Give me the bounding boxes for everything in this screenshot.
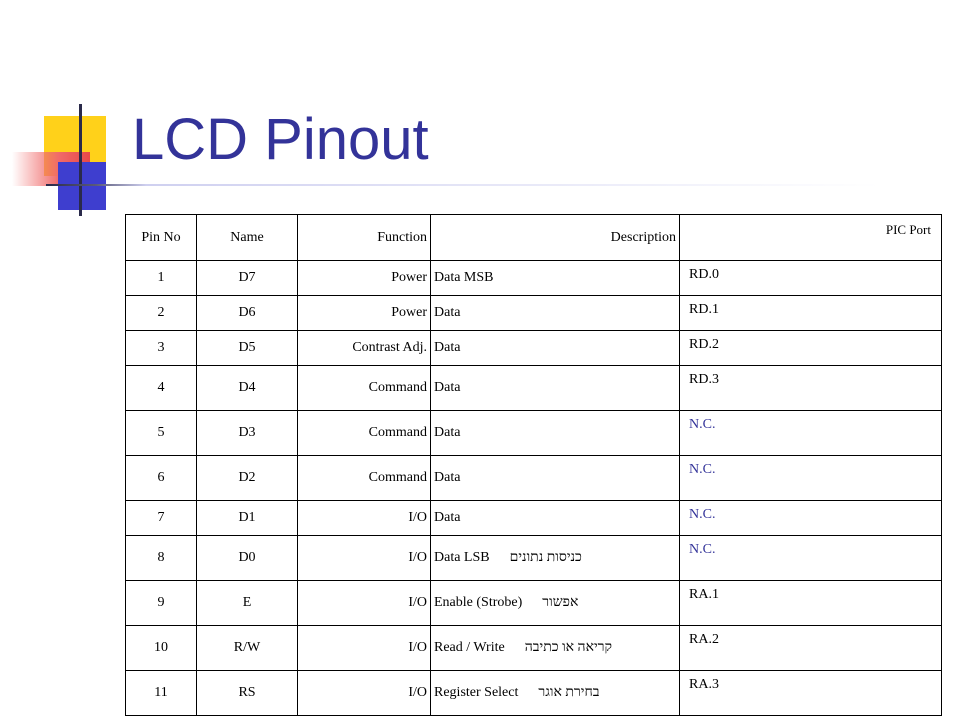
pin-number-cell: 9: [126, 581, 197, 626]
pin-number-cell: 8: [126, 536, 197, 581]
pin-name-cell: D6: [197, 296, 298, 331]
table-row: [126, 366, 942, 411]
pin-name-cell: D4: [197, 366, 298, 411]
pic-port-cell: RA.2: [680, 626, 942, 671]
pin-function-cell: I/O: [298, 581, 431, 626]
pin-name-cell: D5: [197, 331, 298, 366]
table-row: [126, 581, 942, 626]
hebrew-note: כניסות נתונים: [509, 550, 582, 565]
pin-number-cell: 4: [126, 366, 197, 411]
description-text: Data: [434, 470, 461, 485]
pin-number-cell: 1: [126, 261, 197, 296]
pin-description-cell: [431, 411, 680, 456]
pin-description-cell: [431, 261, 680, 296]
pin-name-cell: D2: [197, 456, 298, 501]
description-text: Data: [434, 305, 461, 320]
description-text: Data: [434, 340, 461, 355]
pin-name-cell: E: [197, 581, 298, 626]
pin-number-cell: 7: [126, 501, 197, 536]
pin-description-cell: [431, 536, 680, 581]
pic-port-cell: RA.1: [680, 581, 942, 626]
logo-vertical-line: [79, 104, 82, 216]
pin-description-cell: [431, 296, 680, 331]
pin-description-cell: [431, 331, 680, 366]
pic-port-cell: RD.2: [680, 331, 942, 366]
description-text: Data: [434, 380, 461, 395]
pin-function-cell: I/O: [298, 536, 431, 581]
table-header-row: [126, 215, 942, 261]
description-text: Data: [434, 510, 461, 525]
table-row: [126, 671, 942, 716]
table-row: [126, 261, 942, 296]
pic-port-cell: RD.0: [680, 261, 942, 296]
header-description: Description: [431, 215, 680, 261]
hebrew-note: קריאה או כתיבה: [524, 640, 613, 655]
pin-function-cell: Command: [298, 411, 431, 456]
description-text: Register Select: [434, 685, 519, 700]
header-name: Name: [197, 215, 298, 261]
pin-description-cell: [431, 456, 680, 501]
slide-title: LCD Pinout: [132, 107, 429, 172]
pin-name-cell: D0: [197, 536, 298, 581]
pin-description-cell: [431, 626, 680, 671]
description-text: Data: [434, 425, 461, 440]
header-pin-no: Pin No: [126, 215, 197, 261]
description-text: Data LSB: [434, 550, 490, 565]
table-row: [126, 331, 942, 366]
pin-name-cell: D7: [197, 261, 298, 296]
pin-number-cell: 6: [126, 456, 197, 501]
pin-name-cell: R/W: [197, 626, 298, 671]
title-underline: [46, 184, 880, 186]
table-row: [126, 411, 942, 456]
header-function: Function: [298, 215, 431, 261]
pin-name-cell: D3: [197, 411, 298, 456]
pic-port-cell: RD.1: [680, 296, 942, 331]
pin-number-cell: 11: [126, 671, 197, 716]
pic-port-cell: N.C.: [680, 411, 942, 456]
pic-port-cell: RD.3: [680, 366, 942, 411]
pic-port-cell: N.C.: [680, 501, 942, 536]
header-pic-port: PIC Port: [680, 215, 942, 261]
table-row: [126, 501, 942, 536]
logo-blue-square: [58, 162, 106, 210]
pic-port-cell: RA.3: [680, 671, 942, 716]
pin-function-cell: I/O: [298, 626, 431, 671]
pin-number-cell: 3: [126, 331, 197, 366]
pin-function-cell: Command: [298, 456, 431, 501]
description-text: Data MSB: [434, 270, 494, 285]
pin-function-cell: Power: [298, 261, 431, 296]
pin-number-cell: 10: [126, 626, 197, 671]
pin-number-cell: 2: [126, 296, 197, 331]
description-text: Enable (Strobe): [434, 595, 523, 610]
pin-function-cell: Power: [298, 296, 431, 331]
pin-function-cell: Contrast Adj.: [298, 331, 431, 366]
pin-number-cell: 5: [126, 411, 197, 456]
pic-port-cell: N.C.: [680, 456, 942, 501]
pin-name-cell: D1: [197, 501, 298, 536]
pin-function-cell: I/O: [298, 501, 431, 536]
pin-description-cell: [431, 671, 680, 716]
table-row: [126, 296, 942, 331]
pic-port-cell: N.C.: [680, 536, 942, 581]
hebrew-note: בחירת אוגר: [538, 685, 600, 700]
hebrew-note: אפשור: [542, 595, 579, 610]
pin-description-cell: [431, 581, 680, 626]
pinout-table: [125, 214, 942, 716]
pin-name-cell: RS: [197, 671, 298, 716]
table-row: [126, 536, 942, 581]
table-row: [126, 456, 942, 501]
pin-description-cell: [431, 501, 680, 536]
table-row: [126, 626, 942, 671]
pin-function-cell: Command: [298, 366, 431, 411]
pin-description-cell: [431, 366, 680, 411]
pin-function-cell: I/O: [298, 671, 431, 716]
description-text: Read / Write: [434, 640, 505, 655]
